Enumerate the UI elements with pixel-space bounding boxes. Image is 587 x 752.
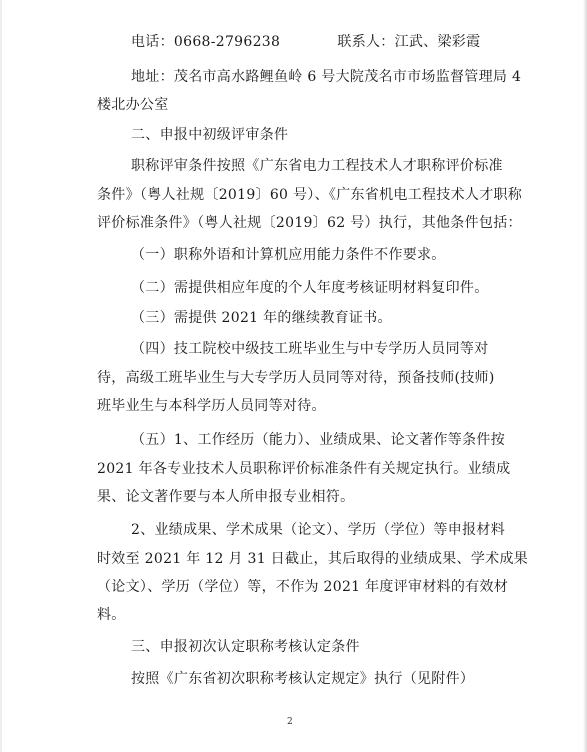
sub-item-2: 2、业绩成果、学术成果（论文）、学历（学位）等申报材料 bbox=[131, 522, 506, 538]
section-heading-3: 三、申报初次认定职称考核认定条件 bbox=[131, 639, 360, 655]
page-left-edge bbox=[0, 0, 2, 752]
sub-item-2-cont: （论文）、学历（学位）等，不作为 2021 年度评审材料的有效材 bbox=[97, 579, 509, 595]
page-right-edge bbox=[583, 0, 587, 752]
address-line-cont: 楼北办公室 bbox=[97, 97, 169, 113]
page-number: 2 bbox=[287, 717, 293, 727]
list-item-4: （四）技工院校中级技工班毕业生与中专学历人员同等对 bbox=[131, 341, 489, 357]
list-item-4-cont: 班毕业生与本科学历人员同等对待。 bbox=[97, 398, 326, 414]
list-item-2: （二）需提供相应年度的个人年度考核证明材料复印件。 bbox=[131, 280, 489, 296]
list-item-1: （一）职称外语和计算机应用能力条件不作要求。 bbox=[131, 247, 446, 263]
paragraph-line: 条件》（粤人社规〔2019〕60 号）、《广东省机电工程技术人才职称 bbox=[97, 187, 523, 203]
list-item-5-cont: 2021 年各专业技术人员职称评价标准条件有关规定执行。业绩成 bbox=[97, 461, 511, 477]
list-item-5: （五）1、工作经历（能力）、业绩成果、论文著作等条件按 bbox=[131, 432, 506, 448]
sub-item-2-cont: 时效至 2021 年 12 月 31 日截止，其后取得的业绩成果、学术成果 bbox=[97, 551, 529, 567]
paragraph-line: 按照《广东省初次职称考核认定规定》执行（见附件） bbox=[131, 671, 475, 687]
list-item-4-cont: 待，高级工班毕业生与大专学历人员同等对待，预备技师(技师) bbox=[97, 370, 495, 386]
list-item-3: （三）需提供 2021 年的继续教育证书。 bbox=[131, 310, 392, 326]
contact-line: 电话：0668-2796238 联系人：江武、梁彩霞 bbox=[131, 34, 481, 50]
address-line: 地址：茂名市高水路鲤鱼岭 6 号大院茂名市市场监督管理局 4 bbox=[131, 69, 522, 85]
sub-item-2-cont: 料。 bbox=[97, 607, 126, 623]
section-heading-2: 二、申报中初级评审条件 bbox=[131, 127, 289, 143]
list-item-5-cont: 果、论文著作要与本人所申报专业相符。 bbox=[97, 489, 355, 505]
paragraph-line: 职称评审条件按照《广东省电力工程技术人才职称评价标准 bbox=[131, 158, 503, 174]
paragraph-line: 评价标准条件》（粤人社规〔2019〕62 号）执行，其他条件包括： bbox=[97, 215, 522, 231]
